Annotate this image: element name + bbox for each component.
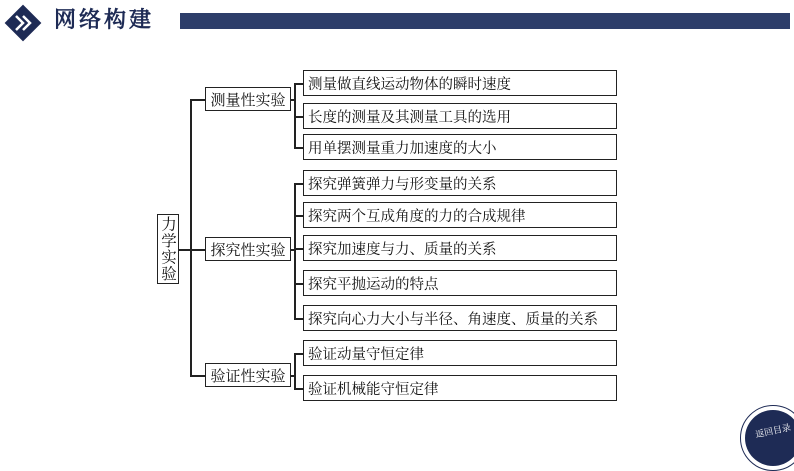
category-measurement: 测量性实验 [205,87,291,111]
connector [190,99,192,376]
connector [294,183,296,319]
leaf-item: 测量做直线运动物体的瞬时速度 [303,70,617,96]
leaf-item: 探究弹簧弹力与形变量的关系 [303,170,617,196]
leaf-item: 用单摆测量重力加速度的大小 [303,134,617,160]
connector [190,99,205,101]
connector [294,318,303,320]
category-verification: 验证性实验 [205,363,291,387]
leaf-item: 验证机械能守恒定律 [303,375,617,401]
connector [294,147,303,149]
leaf-item: 探究两个互成角度的力的合成规律 [303,202,617,228]
leaf-item: 探究向心力大小与半径、角速度、质量的关系 [303,305,617,331]
leaf-item: 探究平抛运动的特点 [303,270,617,296]
connector [294,388,303,390]
category-exploratory: 探究性实验 [205,237,291,261]
connector [190,375,205,377]
connector [294,83,303,85]
page-title: 网络构建 [54,8,155,33]
leaf-item: 验证动量守恒定律 [303,340,617,366]
connector [190,249,205,251]
connector [294,353,303,355]
leaf-item: 长度的测量及其测量工具的选用 [303,103,617,129]
connector [294,116,303,118]
connector [294,353,296,389]
connector [294,215,303,217]
back-to-contents-label: 返回目录 [754,423,792,441]
connector [294,248,303,250]
connector [294,283,303,285]
root-node: 力学实验 [159,216,177,282]
back-to-contents-button[interactable] [745,410,794,466]
leaf-item: 探究加速度与力、质量的关系 [303,235,617,261]
connector [294,183,303,185]
